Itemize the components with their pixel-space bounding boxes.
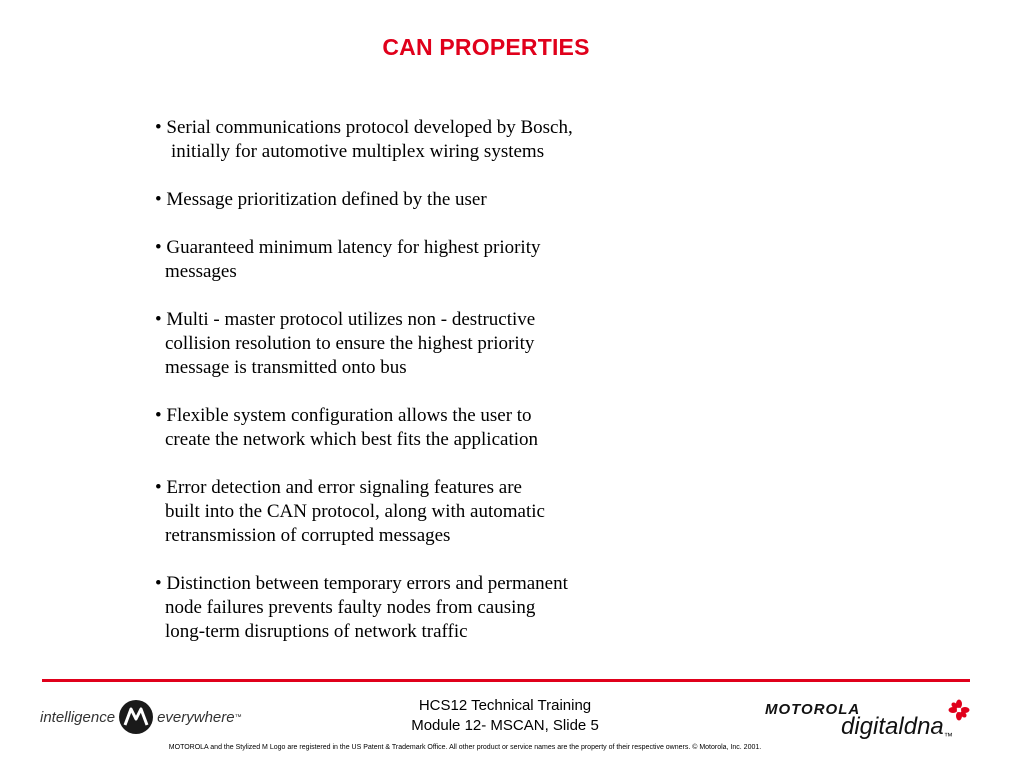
bullet-item [155, 188, 695, 212]
bullet-item [155, 116, 695, 164]
bullet-line: • Flexible system configuration allows the user to [155, 405, 532, 426]
footer-divider [42, 679, 970, 682]
digital-word: digital [841, 713, 904, 740]
bullet-line: • Multi - master protocol utilizes non - destructive [155, 309, 536, 330]
logo-tm: ™ [234, 713, 242, 721]
course-title: HCS12 Technical Training [418, 697, 592, 714]
bullet-line: built into the CAN protocol, along with automatic [165, 501, 545, 522]
bullet-line: long-term disruptions of network traffic [165, 621, 468, 642]
bullet-item [155, 404, 695, 452]
bullet-item [155, 572, 695, 644]
intelligence-everywhere-logo [40, 697, 242, 737]
bullet-line: initially for automotive multiplex wiring systems [171, 141, 545, 162]
bullet-line: create the network which best fits the application [165, 429, 539, 450]
logo-word-right: everywhere [157, 708, 235, 726]
bullet-line: message is transmitted onto bus [165, 357, 407, 378]
motorola-wordmark: MOTOROLA [765, 701, 861, 718]
bullet-list [155, 116, 695, 668]
motorola-digitaldna-logo [765, 697, 975, 745]
bullet-line: collision resolution to ensure the highest priority [165, 333, 535, 354]
bullet-line: node failures prevents faulty nodes from causing [165, 597, 536, 618]
dna-tm: ™ [943, 731, 953, 741]
bullet-line: • Guaranteed minimum latency for highest priority [155, 237, 541, 258]
bullet-line: • Distinction between temporary errors and permanent [155, 573, 568, 594]
bullet-line: messages [165, 261, 237, 282]
bullet-item [155, 308, 695, 380]
motorola-m-icon [119, 700, 153, 734]
dna-word: dna [903, 713, 944, 740]
digitaldna-wordmark [841, 713, 953, 741]
bullet-item [155, 476, 695, 548]
footer-course-info [330, 696, 680, 736]
bullet-line: • Message prioritization defined by the user [155, 189, 487, 210]
bullet-line: retransmission of corrupted messages [165, 525, 451, 546]
bullet-line: • Error detection and error signaling features are [155, 477, 522, 498]
slide-title: CAN PROPERTIES [382, 34, 590, 60]
bullet-line: • Serial communications protocol developed by Bosch, [155, 117, 573, 138]
bullet-item [155, 236, 695, 284]
legal-notice: MOTOROLA and the Stylized M Logo are registered in the US Patent & Trademark Office. All other product or service names are the property of their respective owners. © Motorola, Inc. 2001. [168, 744, 762, 751]
module-slide-label: Module 12- MSCAN, Slide 5 [411, 717, 599, 734]
logo-word-left: intelligence [40, 708, 116, 726]
